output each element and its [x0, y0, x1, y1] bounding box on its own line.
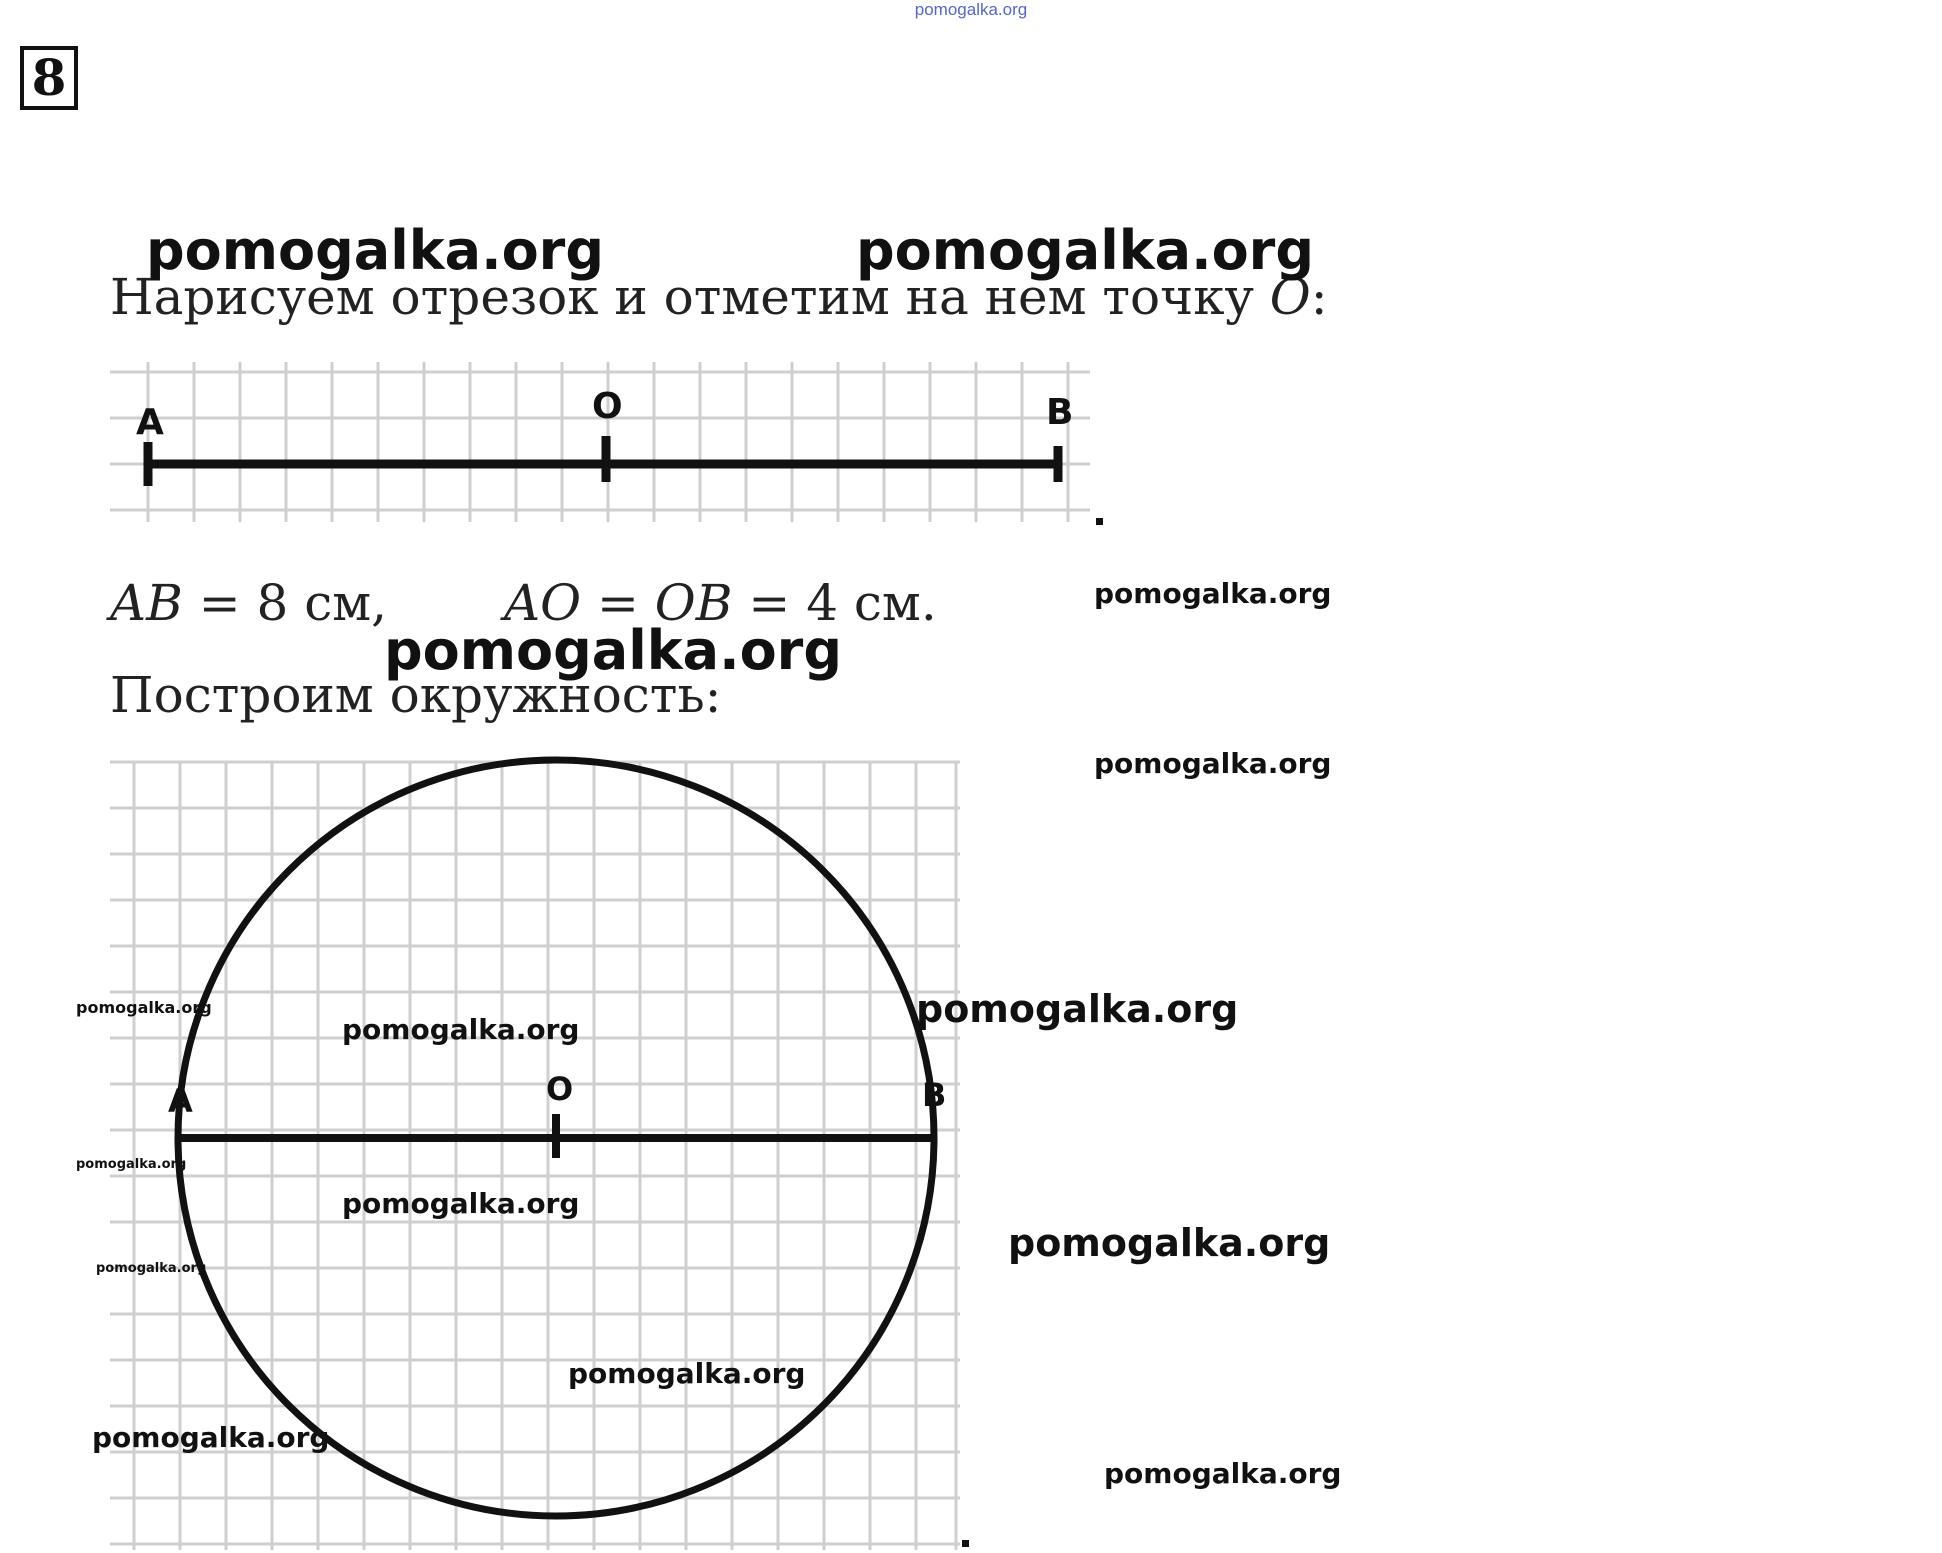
- step1-label: Нарисуем отрезок и отметим на нем точку: [110, 268, 1254, 326]
- watermark: pomogalka.org: [568, 1357, 806, 1390]
- circle-label-o: O: [546, 1070, 574, 1108]
- top-watermark: pomogalka.org: [914, 0, 1028, 19]
- segment-label-b: B: [1046, 392, 1074, 433]
- watermark: pomogalka.org: [342, 1187, 580, 1220]
- watermark: pomogalka.org: [76, 998, 212, 1017]
- watermark: pomogalka.org: [384, 619, 842, 682]
- watermark: pomogalka.org: [96, 1261, 207, 1276]
- watermark: pomogalka.org: [1094, 577, 1332, 610]
- ab-value: = 8 см,: [182, 574, 388, 632]
- segment-label-o: O: [592, 386, 623, 427]
- step2-text: Построим окружность:: [110, 666, 722, 724]
- segment-dot: [1096, 518, 1103, 525]
- watermark: pomogalka.org: [1094, 747, 1332, 780]
- circle-label-a: A: [168, 1082, 193, 1120]
- step1-colon: :: [1310, 268, 1328, 326]
- watermark: pomogalka.org: [146, 219, 604, 282]
- lengths-line: [110, 574, 388, 632]
- task-number: 8: [20, 46, 78, 110]
- circle-dot: [962, 1540, 969, 1547]
- watermark: pomogalka.org: [76, 1157, 187, 1172]
- watermark: pomogalka.org: [856, 219, 1314, 282]
- watermark: pomogalka.org: [92, 1421, 330, 1454]
- watermark: pomogalka.org: [1008, 1221, 1331, 1265]
- step1-point-symbol: O: [1269, 268, 1311, 326]
- watermark: pomogalka.org: [342, 1013, 580, 1046]
- ob-symbol: OB: [654, 574, 733, 632]
- ao-symbol: AO: [504, 574, 582, 632]
- circle-diameter: [178, 1114, 932, 1158]
- ao-eq: =: [581, 574, 655, 632]
- ao-value: = 4 см.: [732, 574, 937, 632]
- circle-label-b: B: [922, 1076, 947, 1114]
- ab-symbol: AB: [110, 574, 183, 632]
- segment-label-a: A: [136, 402, 164, 443]
- watermark: pomogalka.org: [1104, 1457, 1342, 1490]
- watermark: pomogalka.org: [916, 987, 1239, 1031]
